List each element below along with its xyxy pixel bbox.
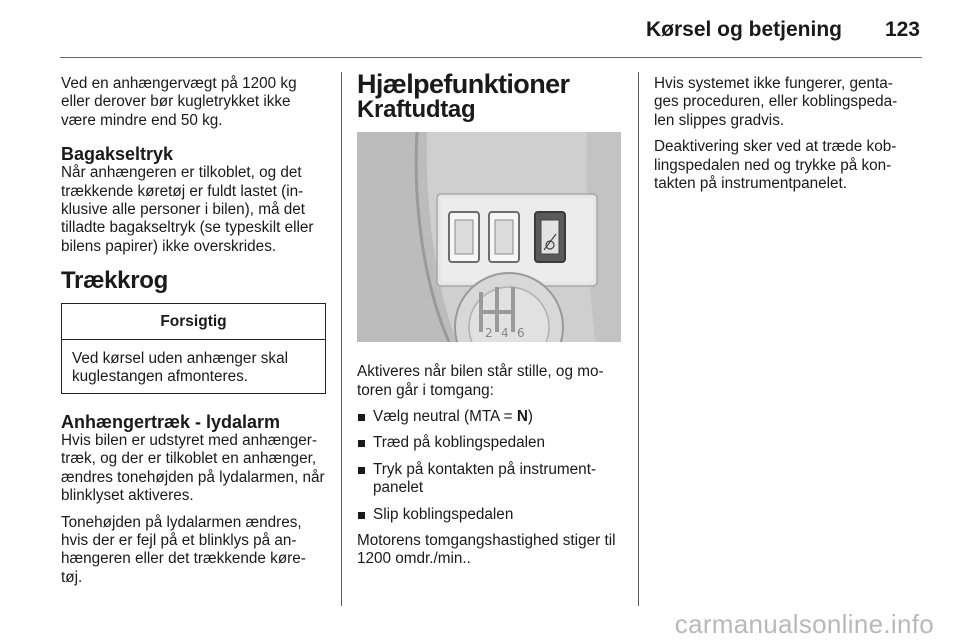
dashboard-switch-figure (357, 132, 621, 342)
watermark: carmanualsonline.info (674, 609, 934, 639)
page-header (0, 0, 960, 58)
header-rule (60, 57, 922, 58)
kraftudtag-heading: Kraftudtag (357, 96, 476, 124)
hjaelpefunktioner-heading: Hjælpefunktioner (357, 69, 570, 99)
gear-label-6: 6 (517, 325, 525, 340)
caution-box (61, 303, 326, 394)
column-1 (61, 75, 326, 595)
header-title: Kørsel og betjening (645, 18, 842, 41)
column-divider-2 (638, 72, 639, 606)
list-item: Slip koblingspedalen (357, 506, 622, 524)
list-item: Vælg neutral (MTA = N) (357, 408, 622, 426)
col3-paragraph-1: Hvis systemet ikke fungerer, genta- ges proceduren, eller koblingspeda- len slippes gradvis. (654, 75, 898, 129)
rpm-paragraph: Motorens tomgangshastighed stiger til 1200 omdr./min.. (357, 532, 616, 568)
activation-paragraph: Aktiveres når bilen står stille, og mo- toren går i tomgang: (357, 363, 604, 399)
column-divider-1 (341, 72, 342, 606)
bullet-square-icon (358, 467, 365, 474)
bullet-square-icon (358, 512, 365, 519)
gear-label-4: 4 (501, 325, 509, 340)
col3-paragraph-2: Deaktivering sker ved at træde kob- lingspedalen ned og trykke på kon- takten på instrumentpanelet. (654, 138, 897, 193)
intro-paragraph: Ved en anhængervægt på 1200 kg eller derover bør kugletrykket ikke være mindre end 50 kg. (61, 75, 297, 129)
bagakseltryk-paragraph: Når anhængeren er tilkoblet, og det trækkende køretøj er fuldt lastet (in- klusive alle personer i bilen), må det tilladte bagakseltryk (se typeskilt eller bilens papirer) ikke overskrides. (61, 164, 314, 255)
list-item: Træd på koblingspedalen (357, 434, 622, 452)
lydalarm-paragraph-2: Tonehøjden på lydalarmen ændres, hvis der er fejl på et blinklys på an- hængeren eller det trækkende køre- tøj. (61, 513, 306, 586)
switch-buttons (449, 212, 565, 262)
traekkrog-heading: Trækkrog (61, 267, 168, 295)
step-list (357, 408, 622, 524)
bagakseltryk-heading: Bagakseltryk (61, 144, 174, 165)
column-2 (357, 69, 622, 577)
gear-label-2: 2 (485, 325, 493, 340)
lydalarm-heading: Anhængertræk - lydalarm (61, 411, 281, 432)
page-number: 123 (884, 18, 920, 41)
column-3 (654, 75, 919, 201)
caution-title: Forsigtig (62, 304, 325, 340)
bullet-square-icon (358, 414, 365, 421)
list-item: Tryk på kontakten på instrument- panelet (357, 461, 622, 498)
caution-text: Ved kørsel uden anhænger skal kuglestangen afmonteres. (72, 350, 288, 386)
lydalarm-paragraph-1: Hvis bilen er udstyret med anhænger- træk, og der er tilkoblet en anhænger, ændres tonehøjden på lydalarmen, når blinklyset aktiveres. (61, 431, 325, 505)
bullet-square-icon (358, 440, 365, 447)
